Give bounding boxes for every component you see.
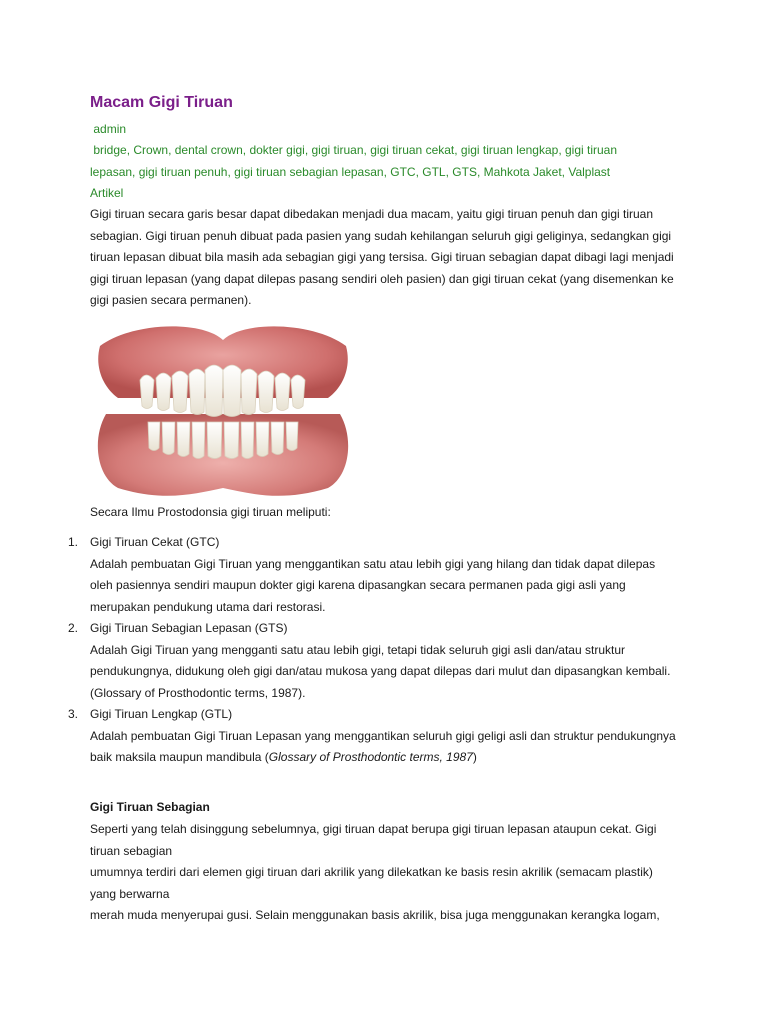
section-line: merah muda menyerupai gusi. Selain menggunakan basis akrilik, bisa juga menggunakan kerangka logam, (90, 908, 660, 922)
author-link[interactable]: admin (93, 122, 127, 136)
tag-link[interactable]: Mahkota Jaket (483, 165, 562, 179)
section-line: Seperti yang telah disinggung sebelumnya, gigi tiruan dapat berupa gigi tiruan lepasan ataupun cekat. Gigi (90, 822, 657, 836)
list-item-desc-line: (Glossary of Prosthodontic terms, 1987). (90, 685, 306, 700)
intro-paragraph (90, 204, 690, 312)
list-intro: Secara Ilmu Prostodonsia gigi tiruan meliputi: (90, 505, 331, 519)
tag-link[interactable]: bridge (93, 143, 127, 157)
desc-text: baik maksila maupun mandibula ( (90, 750, 269, 764)
list-item-desc-line: pendukungnya, didukung oleh gigi dan/atau mukosa yang dapat dilepas dari mulut dan dipasangkan kembali. (90, 664, 671, 678)
tag-link[interactable]: Valplast (568, 165, 611, 179)
tag-link[interactable]: gigi tiruan lengkap (460, 143, 559, 157)
intro-line: gigi pasien secara permanen). (90, 293, 252, 307)
list-item-title: Gigi Tiruan Cekat (GTC) (90, 535, 220, 549)
list-item (0, 532, 700, 618)
list-item-desc-line: oleh pasiennya sendiri maupun dokter gigi karena dipasangkan secara permanen pada gigi asli yang (90, 578, 626, 592)
tag-link[interactable]: gigi tiruan cekat (370, 143, 455, 157)
article-title: Macam Gigi Tiruan (90, 94, 233, 111)
desc-text: ) (472, 750, 477, 764)
tag-link[interactable]: Crown (133, 143, 169, 157)
list-item-desc-line: merupakan pendukung utama dari restorasi. (90, 599, 326, 614)
denture-photo (92, 318, 354, 500)
section-line: umumnya terdiri dari elemen gigi tiruan dari akrilik yang dilekatkan ke basis resin akrilik (semacam plastik) (90, 865, 653, 879)
tag-list: bridge, Crown, dental crown, dokter gigi, gigi tiruan, gigi tiruan cekat, gigi tiruan lengkap, gigi tiruan lepasan, gigi tiruan penuh, gigi tiruan sebagian lepasan, GTC, GTL, GTS, Mahkota Jaket, Valplast (90, 143, 618, 179)
tag-link[interactable]: gigi tiruan penuh (138, 165, 228, 179)
category-link[interactable]: Artikel (90, 186, 124, 200)
tag-link[interactable]: dental crown (174, 143, 243, 157)
section-paragraph (90, 819, 690, 927)
list-number: 2. (68, 621, 79, 635)
list-item-desc-line: Adalah pembuatan Gigi Tiruan Lepasan yang menggantikan seluruh gigi geligi asli dan struktur pendukungnya (90, 728, 676, 743)
list-number: 1. (68, 535, 79, 549)
section-line: yang berwarna (90, 886, 170, 901)
tag-link[interactable]: gigi tiruan lepasan (90, 143, 618, 179)
denture-type-list (0, 532, 700, 769)
citation-italic: Glossary of Prosthodontic terms, 1987 (268, 750, 473, 764)
intro-line: tiruan lepasan dibuat bila masih ada sebagian gigi yang tersisa. Gigi tiruan sebagian dapat dibagi lagi menjadi (90, 250, 674, 264)
list-item-desc-line: Adalah pembuatan Gigi Tiruan yang menggantikan satu atau lebih gigi yang hilang dan tidak dapat dilepas (90, 556, 656, 571)
tag-link[interactable]: dokter gigi (249, 143, 305, 157)
list-item-title: Gigi Tiruan Lengkap (GTL) (90, 707, 233, 721)
intro-line: gigi tiruan lepasan (yang dapat dilepas pasang sendiri oleh pasien) dan gigi tiruan cekat (yang disemenkan ke (90, 271, 674, 286)
section-line: tiruan sebagian (90, 843, 173, 858)
tag-link[interactable]: GTS (452, 165, 477, 179)
tag-link[interactable]: GTC (390, 165, 416, 179)
list-item-desc-line: Adalah Gigi Tiruan yang mengganti satu atau lebih gigi, tetapi tidak seluruh gigi asli dan/atau struktur (90, 642, 625, 657)
section-heading: Gigi Tiruan Sebagian (90, 800, 210, 814)
category-line (90, 182, 123, 204)
tag-link[interactable]: gigi tiruan (311, 143, 364, 157)
list-item-desc-line (90, 747, 700, 769)
tag-link[interactable]: GTL (422, 165, 446, 179)
list-item (0, 704, 700, 769)
tag-link[interactable]: gigi tiruan sebagian lepasan (234, 165, 384, 179)
intro-line: sebagian. Gigi tiruan penuh dibuat pada pasien yang sudah kehilangan seluruh gigi geliginya, sedangkan gigi (90, 228, 672, 243)
list-number: 3. (68, 707, 79, 721)
intro-line: Gigi tiruan secara garis besar dapat dibedakan menjadi dua macam, yaitu gigi tiruan penuh dan gigi tiruan (90, 207, 654, 221)
list-item (0, 618, 700, 704)
list-item-title: Gigi Tiruan Sebagian Lepasan (GTS) (90, 621, 288, 635)
author-line (90, 118, 126, 140)
